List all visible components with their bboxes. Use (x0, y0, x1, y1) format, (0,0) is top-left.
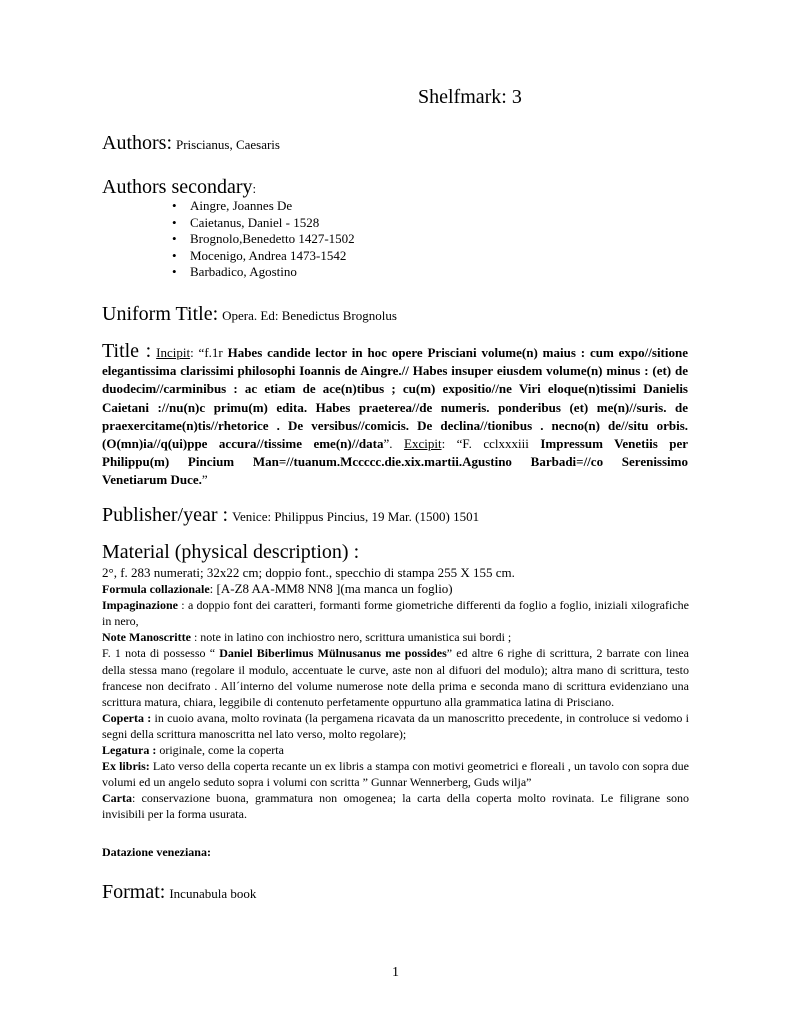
authors-secondary-list (172, 198, 355, 281)
legatura-value: originale, come la coperta (156, 743, 284, 758)
format-label: Format: (102, 881, 166, 903)
format-section (102, 881, 688, 904)
impaginazione (102, 597, 689, 629)
note-manoscritte (102, 629, 689, 645)
authors-secondary-heading (102, 176, 688, 199)
excipit-prefix: : “F. cclxxxiii (441, 436, 541, 452)
authors-value: Priscianus, Caesaris (176, 137, 280, 152)
list-item: • Mocenigo, Andrea 1473-1542 (172, 248, 355, 265)
exlibris-value: Lato verso della coperta recante un ex libris a stampa con motivi geometrici e floreali , un tavolo con sopra due volumi ed un angelo seduto sopra i volumi con scritta ” Gunnar Wennerberg, Guds wilja” (102, 759, 690, 790)
note-label: Note Manoscritte (102, 630, 191, 645)
incipit-label: Incipit (156, 345, 191, 360)
material-label: Material (physical description) : (102, 541, 360, 563)
possession-prefix: F. 1 nota di possesso “ (102, 646, 220, 661)
list-item: • Aingre, Joannes De (172, 198, 355, 215)
publisher-section (102, 504, 688, 527)
excipit-text: Impressum Venetiis per Philippu(m) Pincium Man=//tuanum.Mccccc.die.xix.martii.Agustino Barbadi=//co Serenissimo Venetiarum Duce. (102, 436, 689, 488)
material-details (102, 565, 689, 823)
datazione-heading: Datazione veneziana: (102, 845, 211, 859)
exlibris-label: Ex libris: (102, 759, 150, 774)
possession-note (102, 645, 689, 709)
coperta-value: in cuoio avana, molto rovinata (la pergamena ricavata da un manoscritto precedente, in controluce si vedomo i segni della scrittura manoscritta nel lato verso, molto regolare); (102, 710, 690, 741)
note-value: : note in latino con inchiostro nero, scrittura umanistica sui bordi ; (190, 630, 512, 645)
carta-value: : conservazione buona, grammatura non omogenea; la carta della coperta molto rovinata. Le filigrane sono invisibili per la forma usurata. (102, 791, 689, 822)
uniform-title-label: Uniform Title: (102, 303, 219, 325)
list-item: • Caietanus, Daniel - 1528 (172, 215, 355, 232)
incipit-close: ”. (383, 436, 393, 452)
shelfmark-value: 3 (511, 86, 522, 108)
format-value: Incunabula book (169, 886, 257, 901)
uniform-title-value: Opera. Ed: Benedictus Brognolus (222, 308, 397, 323)
incipit-text: Habes candide lector in hoc opere Prisciani volume(n) maius : cum expo//sitione elegantissima clarissimi philosophi Ioannis de Aingre.// Habes insuper eiusdem volume(n) minus : (et) de duodecim//carminibus : ac etiam de ace(n)tibus ; cu(m) expositio//ne Viri eloque(n)tissimi Danielis Caietani ://nu(n)c primu(m) edita. Habes praeterea//de numeris. ponderibus (et) me(n)//suris. de praexercitame(n)tis//rhetorice . De versibus//comicis. De declina//tionibus . necno(n) de//situ orbis. (O(mn)ia//q(ui)ppe accura//tissime eme(n)//data (102, 345, 688, 452)
carta-label: Carta (102, 791, 132, 806)
page-number: 1 (392, 965, 399, 980)
legatura-label: Legatura : (102, 743, 157, 758)
material-dimensions: 2°, f. 283 numerati; 32x22 cm (102, 565, 259, 580)
authors-section (102, 132, 688, 155)
possession-owner: Daniel Biberlimus Mülnusanus me possides (219, 646, 447, 661)
excipit-label: Excipit (404, 436, 442, 452)
formula-collazionale (102, 581, 689, 597)
authors-secondary-colon: : (252, 181, 257, 196)
publisher-label: Publisher/year : (102, 504, 229, 526)
impaginazione-label: Impaginazione (102, 598, 179, 613)
authors-label: Authors: (102, 132, 172, 154)
carta (102, 790, 689, 822)
incipit-prefix: : “f.1r (190, 345, 228, 360)
material-heading (102, 541, 688, 564)
uniform-title-section (102, 303, 688, 326)
ex-libris (102, 758, 689, 790)
material-font: ; doppio font., specchio di stampa 255 X 155 cm. (258, 565, 515, 580)
list-item: • Brognolo,Benedetto 1427-1502 (172, 231, 355, 248)
shelfmark-label: Shelfmark: (418, 86, 507, 108)
title-section (102, 342, 688, 490)
shelfmark (418, 86, 522, 109)
formula-label: Formula collazionale (102, 582, 210, 597)
title-label: Title : (102, 340, 152, 362)
authors-secondary-label: Authors secondary (102, 176, 253, 198)
coperta (102, 710, 689, 742)
impaginazione-value: : a doppio font dei caratteri, formanti forme giometriche differenti da foglio a foglio, iniziali xilografiche in nero, (102, 598, 689, 629)
publisher-value: Venice: Philippus Pincius, 19 Mar. (1500) 1501 (232, 509, 480, 524)
list-item: • Barbadico, Agostino (172, 264, 355, 281)
material-format-line (102, 565, 689, 581)
legatura (102, 742, 689, 758)
possession-text: ” ed altre 6 righe di scrittura, 2 barrate con linea della stessa mano (regolare il modulo, accentuate le curve, aste non al difuori del modulo); altra mano di scrittura, testo francese non decifrato . All´interno del volume numerose note della prima e seconda mano di scrittura evidenziano una scrittura matura, chiara, leggibile di contenuto perfetamente oppurtuno alla grammatica latina di Prisciano. (102, 646, 689, 709)
excipit-close: ” (201, 472, 208, 488)
formula-value: : [A-Z8 AA-MM8 NN8 ](ma manca un foglio) (209, 581, 453, 597)
coperta-label: Coperta : (102, 710, 152, 725)
